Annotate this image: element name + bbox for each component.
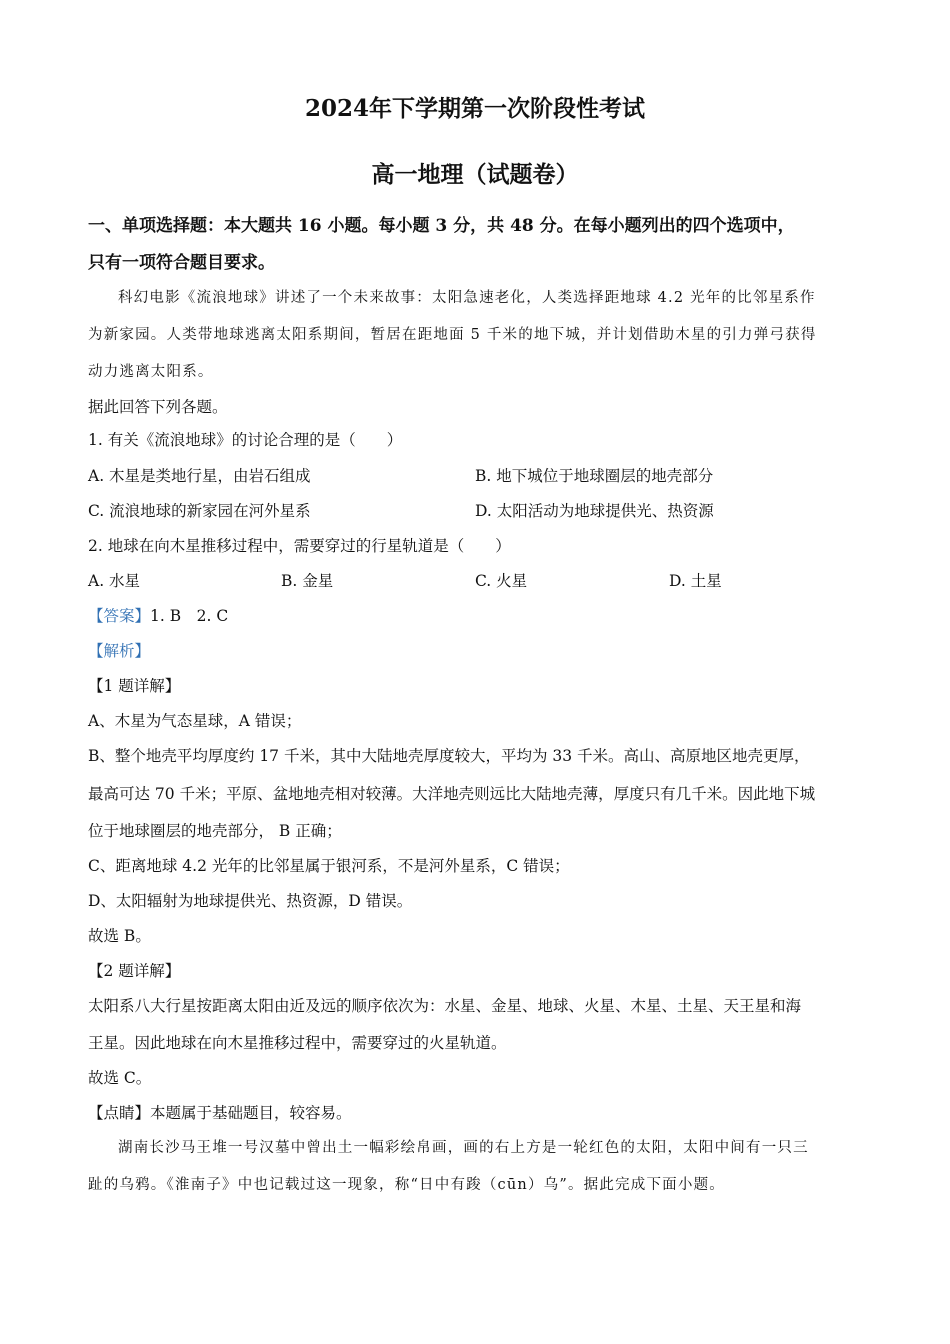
- exam-subtitle: 高一地理（试题卷）: [371, 161, 579, 188]
- passage2-line: 湖南长沙马王堆一号汉墓中曾出土一幅彩绘帛画，画的右上方是一轮红色的太阳，太阳中间有一只三: [118, 1140, 809, 1156]
- detail1-line: 位于地球圈层的地壳部分， B 正确；: [88, 822, 342, 840]
- question2-option-c: C. 火星: [475, 572, 528, 590]
- answer-line: [88, 604, 863, 626]
- question2-option-d: D. 土星: [669, 572, 722, 590]
- section-heading-line1: 一、单项选择题：本大题共 16 小题。每小题 3 分，共 48 分。在每小题列出的四个选项中，: [88, 216, 795, 236]
- detail1-tag: 【1 题详解】: [88, 677, 181, 695]
- section-heading-line2: 只有一项符合题目要求。: [88, 253, 275, 273]
- detail1-line: B、整个地壳平均厚度约 17 千米，其中大陆地壳厚度较大，平均为 33 千米。高山、高原地区地壳更厚，: [88, 747, 810, 765]
- passage1-line: 科幻电影《流浪地球》讲述了一个未来故事：太阳急速老化，人类选择距地球 4.2 光年的比邻星系作: [118, 290, 816, 306]
- question1-stem: 1. 有关《流浪地球》的讨论合理的是（ ）: [88, 431, 403, 449]
- detail2-tag: 【2 题详解】: [88, 962, 181, 980]
- detail2-line: 王星。因此地球在向木星推移过程中，需要穿过的火星轨道。: [88, 1034, 507, 1052]
- passage1-line: 动力逃离太阳系。: [88, 364, 214, 380]
- analysis-tag: 【解析】: [88, 642, 151, 660]
- detail1-line: D、太阳辐射为地球提供光、热资源，D 错误。: [88, 892, 413, 910]
- passage2-line: 趾的乌鸦。《淮南子》中也记载过这一现象，称“日中有踆（cūn）乌”。据此完成下面小题。: [88, 1177, 725, 1193]
- answer-text: 1. B 2. C: [150, 607, 229, 625]
- instruction: 据此回答下列各题。: [88, 398, 228, 416]
- detail1-line: A、木星为气态星球，A 错误；: [88, 712, 302, 730]
- question1-option-a: A. 木星是类地行星，由岩石组成: [88, 467, 311, 485]
- answer-tag: 【答案】: [88, 607, 151, 625]
- detail2-line: 故选 C。: [88, 1069, 152, 1087]
- question1-option-d: D. 太阳活动为地球提供光、热资源: [475, 502, 714, 520]
- exam-title: 2024年下学期第一次阶段性考试: [304, 95, 645, 122]
- detail1-line: C、距离地球 4.2 光年的比邻星属于银河系，不是河外星系，C 错误；: [88, 857, 570, 875]
- question1-option-c: C. 流浪地球的新家园在河外星系: [88, 502, 311, 520]
- question2-option-b: B. 金星: [281, 572, 334, 590]
- question2-stem: 2. 地球在向木星推移过程中，需要穿过的行星轨道是（ ）: [88, 537, 511, 555]
- question1-option-b: B. 地下城位于地球圈层的地壳部分: [475, 467, 714, 485]
- detail2-line: 太阳系八大行星按距离太阳由近及远的顺序依次为：水星、金星、地球、火星、木星、土星、天王星和海: [88, 997, 802, 1015]
- question2-option-a: A. 水星: [88, 572, 141, 590]
- detail1-line: 故选 B。: [88, 927, 151, 945]
- detail1-line: 最高可达 70 千米；平原、盆地地壳相对较薄。大洋地壳则远比大陆地壳薄，厚度只有几千米。因此地下城: [88, 785, 816, 803]
- comment-line: 【点睛】本题属于基础题目，较容易。: [88, 1104, 352, 1122]
- passage1-line: 为新家园。人类带地球逃离太阳系期间，暂居在距地面 5 千米的地下城，并计划借助木星的引力弹弓获得: [88, 327, 817, 343]
